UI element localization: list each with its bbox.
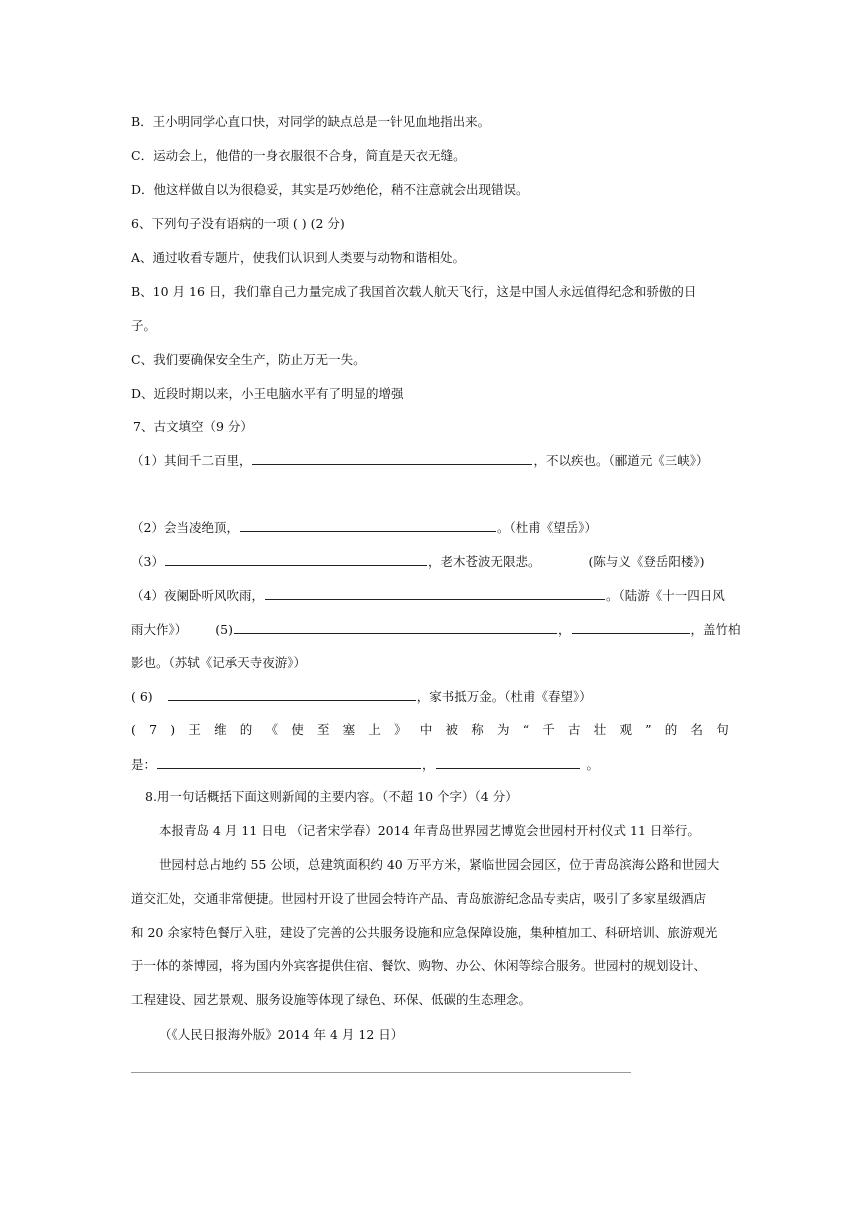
q7-item7-char: 中 <box>419 722 433 737</box>
answer-blank[interactable] <box>157 756 421 769</box>
q7-item5-mid: ， <box>557 622 571 637</box>
answer-blank[interactable] <box>436 756 580 769</box>
q7-item7-char: 的 <box>664 722 678 737</box>
q7-item7-char: 被 <box>445 722 459 737</box>
answer-blank[interactable] <box>168 688 416 701</box>
q8-title: 8.用一句话概括下面这则新闻的主要内容。（不超 10 个字）（4 分） <box>145 789 518 804</box>
answer-blank[interactable] <box>572 621 690 634</box>
q7-item7-char: 上 <box>368 722 381 737</box>
q7-item7-char: 的 <box>239 722 253 737</box>
q7-item4-suffix: 。（陆游《十一四日风 <box>605 588 725 603</box>
answer-blank[interactable] <box>265 587 605 600</box>
q7-item7-char: 维 <box>214 722 227 737</box>
q7-item7-mid: ， <box>422 757 435 772</box>
q8-news-body-line: 于一体的茶博园，将为国内外宾客提供住宿、餐饮、购物、办公、休闲等综合服务。世园村的规划设计、 <box>131 958 707 973</box>
q7-item7-char: 塞 <box>342 722 356 737</box>
q6-option-d: D、近段时期以来，小王电脑水平有了明显的增强 <box>131 386 404 401</box>
q7-item7-char: ( <box>131 722 136 737</box>
q7-item7-char: 观 <box>619 722 632 737</box>
q7-item7-char: “ <box>522 722 530 737</box>
q7-item7-char: 7 <box>149 722 158 737</box>
q6-option-a: A、通过收看专题片，使我们认识到人类要与动物和谐相处。 <box>131 250 466 265</box>
q8-news-body-line: 和 20 余家特色餐厅入驻，建设了完善的公共服务设施和应急保障设施，集种植加工、科研培训、旅游观光 <box>131 925 718 940</box>
q7-item6-prefix: ( 6) <box>131 689 153 704</box>
q7-item4-prefix: （4）夜阑卧听风吹雨， <box>131 588 264 603</box>
q7-item-7-answer <box>131 756 599 773</box>
q7-item7-char: 使 <box>291 722 304 737</box>
q7-item7-prefix: 是： <box>131 757 157 772</box>
q7-item-2 <box>131 519 597 536</box>
q7-item7-char: ) <box>170 722 176 737</box>
q7-item7-char: 王 <box>188 722 201 737</box>
q7-item-3 <box>131 553 704 570</box>
answer-blank[interactable] <box>252 452 532 465</box>
q7-item-5-cont: 影也。（苏轼《记承天寺夜游》） <box>131 655 307 670</box>
answer-blank[interactable] <box>240 519 496 532</box>
q7-item7-char: 古 <box>568 722 581 737</box>
q7-item-1 <box>131 452 708 469</box>
q8-news-lead: 本报青岛 4 月 11 日电 （记者宋学春）2014 年青岛世界园艺博览会世园村开村仪式 11 日举行。 <box>159 823 700 838</box>
q7-item-6 <box>131 688 592 705</box>
q6-stem: 6、下列句子没有语病的一项 ( ) (2 分) <box>131 216 345 231</box>
q7-item5-suffix: ，盖竹柏 <box>690 622 741 637</box>
q5-option-b: B．王小明同学心直口快，对同学的缺点总是一针见血地指出来。 <box>131 114 491 129</box>
q7-item7-suffix: 。 <box>586 757 600 772</box>
q7-item7-char: ” <box>645 722 652 737</box>
q7-item-4-5 <box>131 621 741 638</box>
q7-item7-char: 句 <box>716 722 729 737</box>
q7-item3-prefix: （3） <box>131 554 164 569</box>
q7-item7-char: 至 <box>316 722 330 737</box>
q8-news-body-line: 道交汇处，交通非常便捷。世园村开设了世园会特许产品、青岛旅游纪念品专卖店，吸引了多家星级酒店 <box>131 891 707 906</box>
q8-news-source: （《人民日报海外版》2014 年 4 月 12 日） <box>159 1027 404 1042</box>
q7-item7-char: 为 <box>496 722 510 737</box>
q7-item-4 <box>131 587 725 604</box>
q7-item3-suffix: ，老木苍波无限悲。 <box>427 554 541 569</box>
q5-option-c: C．运动会上，他借的一身衣服很不合身，简直是天衣无缝。 <box>131 148 466 163</box>
q6-option-b: B、10 月 16 日，我们靠自己力量完成了我国首次载人航天飞行，这是中国人永远值得纪念和骄傲的日 <box>131 284 697 299</box>
answer-line[interactable] <box>131 1072 631 1073</box>
q7-item1-suffix: ，不以疾也。（郦道元《三峡》） <box>533 453 709 468</box>
answer-blank[interactable] <box>165 553 427 566</box>
q7-title: 7、古文填空（9 分） <box>133 419 253 434</box>
q7-item7-char: 千 <box>542 722 555 737</box>
q7-item5-prefix: (5) <box>215 622 233 637</box>
q5-option-d: D．他这样做自以为很稳妥，其实是巧妙绝伦，稍不注意就会出现错误。 <box>131 182 529 197</box>
q7-item1-prefix: （1）其间千二百里， <box>131 453 252 468</box>
q7-item7-char: 壮 <box>593 722 607 737</box>
q7-item6-suffix: ，家书抵万金。（杜甫《春望》） <box>416 689 592 704</box>
q6-option-c: C、我们要确保安全生产，防止万无一失。 <box>131 352 366 367</box>
q8-news-body-line: 工程建设、园艺景观、服务设施等体现了绿色、环保、低碳的生态理念。 <box>131 992 532 1007</box>
q7-item2-prefix: （2）会当凌绝顶， <box>131 520 239 535</box>
q7-item4-cont: 雨大作》） <box>131 622 188 637</box>
q8-news-body-line: 世园村总占地约 55 公顷，总建筑面积约 40 万平方米，紧临世园会园区，位于青岛滨海公路和世园大 <box>159 857 720 872</box>
q7-item7-char: 名 <box>690 722 703 737</box>
q7-item-7 <box>131 722 729 738</box>
answer-blank[interactable] <box>234 621 557 634</box>
q6-option-b-cont: 子。 <box>131 318 157 333</box>
q7-item7-char: 》 <box>394 722 407 737</box>
q7-item7-char: 称 <box>471 722 484 737</box>
q7-item7-char: 《 <box>265 722 279 737</box>
q7-item2-suffix: 。（杜甫《望岳》） <box>496 520 597 535</box>
q7-item3-source: (陈与义《登岳阳楼》) <box>588 554 705 569</box>
